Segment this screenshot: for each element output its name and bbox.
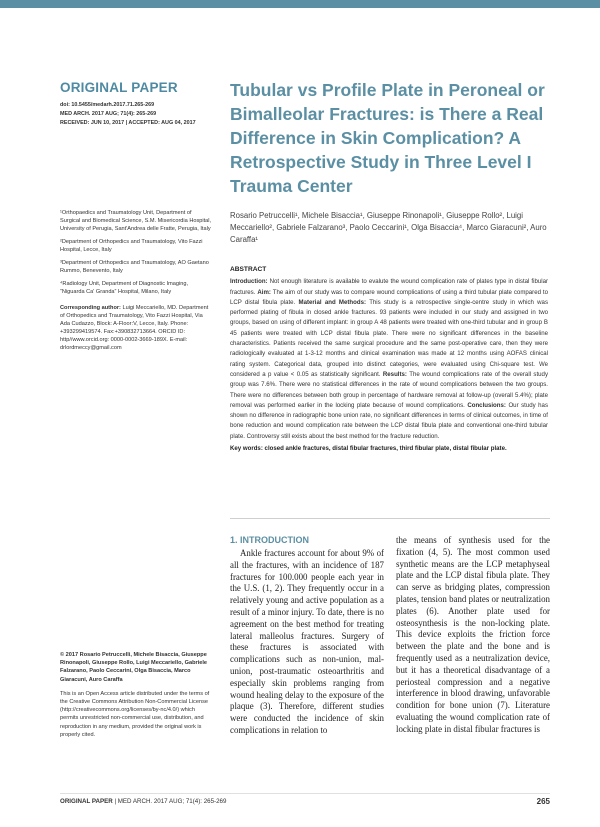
abstract	[230, 265, 548, 454]
abstract-body	[230, 277, 548, 442]
affiliation-3: ³Department of Orthopedics and Traumatology, AO Gaetano Rummo, Benevento, Italy	[60, 260, 209, 274]
article-title: Tubular vs Profile Plate in Peroneal or Bimalleolar Fractures: is There a Real Difference in Skin Complication? A Retrospective Study in Three Level I Trauma Center	[230, 80, 545, 196]
affiliation-2: ²Department of Orthopedics and Traumatology, Vito Fazzi Hospital, Lecce, Italy	[60, 239, 203, 253]
affiliation-4: ⁴Radiology Unit, Department of Diagnostic Imaging, “Niguarda Ca' Granda” Hospital, Milano, Italy	[60, 281, 189, 295]
results-text: The wound complications rate of the overall study group was 7.6%. There were no statistical differences in the rate of wound complications between the two groups. There were no differences between both group in percentage of hardware removal at follow-up (overall 5.4%); plate removal was performed earlier in the locking plate because of wound complications.	[230, 370, 548, 409]
corresponding-label: Corresponding author:	[60, 305, 121, 311]
keywords	[230, 444, 548, 454]
intro-text: Not enough literature is available to evalute the wound complication rate of plates type in distal fibular fractures.	[230, 278, 548, 296]
copyright-block	[60, 651, 212, 745]
keywords-text: closed ankle fractures, distal fibular fractures, third fibular plate, distal fibular plate.	[262, 445, 507, 453]
affiliation-1: ¹Orthopaedics and Traumatology Unit, Department of Surgical and Biomedical Science, S.M. Misericordia Hospital, University of Perugia, Sant'Andrea delle Fratte, Perugia, Italy	[60, 210, 212, 232]
author-list: Rosario Petruccelli¹, Michele Bisaccia¹, Giuseppe Rinonapoli¹, Giuseppe Rollo², Luigi Meccariello², Gabriele Falzarano³, Paolo Ceccarini¹, Olga Bisaccia⁴, Marco Giaracuni², Auro Caraffa¹	[230, 211, 547, 244]
journal-citation: MED ARCH. 2017 AUG; 71(4): 265-269	[60, 111, 157, 117]
corresponding-author	[60, 304, 212, 352]
doi-link[interactable]: doi: 10.5455/medarh.2017.71.265-269	[60, 102, 155, 108]
introduction-heading: 1. INTRODUCTION	[230, 535, 310, 545]
section-label: ORIGINAL PAPER	[60, 80, 178, 95]
abstract-heading: ABSTRACT	[230, 266, 267, 273]
aim-label: Aim:	[257, 288, 271, 296]
body-column-right: the means of synthesis used for the fixation (4, 5). The most common used synthetic means are the LCP metaphyseal plate and the LCP distal fibula plate. They can serve as bridging plates, compression plates, tension band plates or neutralization plates (6). Another plate used for osteosynthesis is the non-locking plate. This device exploits the friction force between the plate and the bone and is frequently used as a neutralization device, but it has a theoretical disadvantage of a periosteal compression and a negative interference in blood drawing, unfavorable condition for bone union (7). Literature evaluating the wound complication rate of locking plate in distal fibular fractures is	[396, 535, 550, 734]
methods-label: Material and Methods:	[298, 298, 367, 306]
page-number: 265	[536, 797, 550, 806]
top-accent-bar	[0, 0, 600, 8]
intro-label: Introduction:	[230, 278, 268, 286]
sidebar-meta	[60, 80, 212, 128]
body-column-left: Ankle fractures account for about 9% of all the fractures, with an incidence of 187 fractures for 100.000 people each year in the U.S. (1, 2). They frequently occur in a relatively young and active population as a result of a minor injury. To date, there is no agreement on the best method for treating lateral malleolus fractures. Surgery of these fractures is associated with complications such as non-union, mal-union, post-traumatic osteoarthritis and especially skin problems ranging from wound healing delay to the exposure of the plaque (3). Therefore, different studies were conducted the incidence of skin complications in relation to	[230, 548, 384, 735]
divider	[230, 518, 550, 519]
results-label: Results:	[382, 370, 407, 378]
conclusions-label: Conclusions:	[467, 401, 506, 409]
corresponding-text: Luigi Meccariello, MD. Department of Orthopedics and Traumatology, Vito Fazzi Hospital, Via Ada Cudazzo, Block: A-Floor:V, Lecce, Italy. Phone: +393299419574. Fax:+390832713664. ORCID ID: http//www.orcid.org: 0000-0002-3669-189X. E-mail: drlordmeccy@gmail.com	[60, 305, 209, 351]
footer-label: ORIGINAL PAPER	[60, 798, 113, 805]
article-meta	[60, 101, 212, 128]
copyright-line: © 2017 Rosario Petruccelli, Michele Bisaccia, Giuseppe Rinonapoli, Giuseppe Rollo, Luigi Meccariello, Gabriele Falzarano, Paolo Ceccarini, Olga Bisaccia, Marco Giaracuni, Auro Caraffa	[60, 652, 208, 683]
received-dates: RECEIVED: JUN 10, 2017 | ACCEPTED: AUG 04, 2017	[60, 120, 196, 126]
aim-text: The aim of our study was to compare wound complications of using a third tubular plate compared to LCP distal fibula plate.	[230, 288, 549, 306]
affiliations	[60, 209, 212, 352]
keywords-label: Key words:	[230, 445, 263, 453]
methods-text: This study is a retrospective single-centre study in which was performed plating of fibula in closed ankle fractures. 93 patients were included in our study and assigned in two groups, based on using of different implant: in group A 48 patients were treated with one-third tubular and in group B 45 patients were treated with LCP distal fibula plate. There were no significant differences in the baseline characteristics. Patients received the same surgical procedure and the same post-operative care, then they were radiologically evaluated at 1-3-12 months and clinical examination was made at 12 months using AOFAS clinical rating system. Categorical data, grouped into distinct categories, were evaluated using Chi-square test. We considered a p value < 0.05 as statistically significant.	[230, 298, 548, 378]
license-text: This is an Open Access article distributed under the terms of the Creative Commons Attribution Non-Commercial License (http://creativecommons.org/licenses/by-nc/4.0/) which permits unrestricted non-commercial use, distribution, and reproduction in any medium, provided the original work is properly cited.	[60, 690, 210, 738]
footer-citation	[60, 798, 226, 805]
footer-divider	[60, 793, 550, 794]
footer-journal: | MED ARCH. 2017 AUG; 71(4): 265-269	[112, 798, 227, 805]
conclusions-text: Our study has shown no difference in radiographic bone union rate, no significant differences in terms of clinical outcomes, in time of bone reduction and wound complication rate between the LCP distal fibula plate and conventional one-third tubular plate. Controversy still exists about the best method for the fracture reduction.	[230, 401, 548, 440]
